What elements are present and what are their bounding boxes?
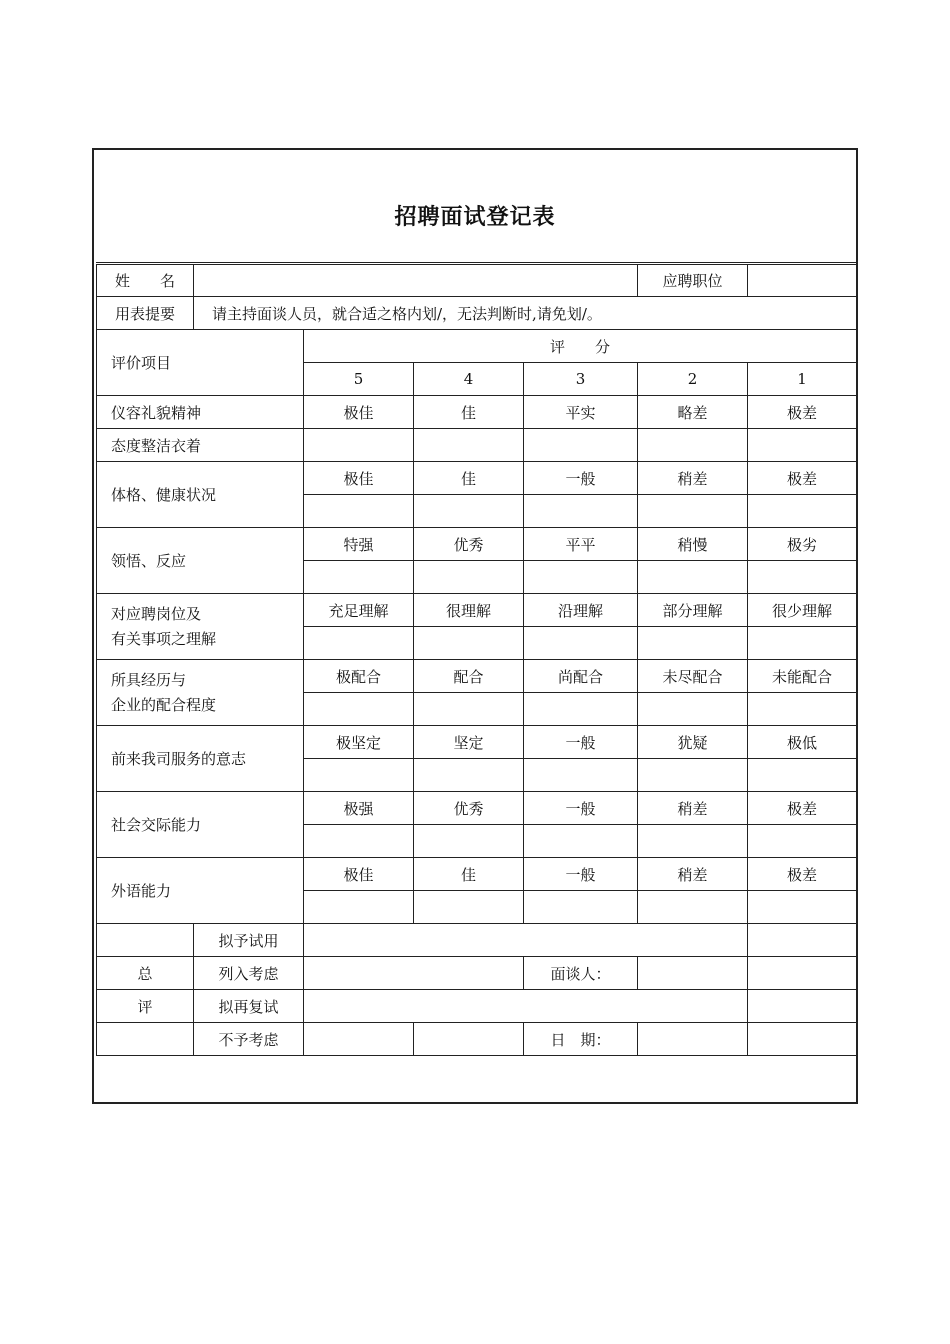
criterion-label: 外语能力 bbox=[97, 858, 304, 924]
date-label: 日 期： bbox=[524, 1023, 638, 1056]
eval-item-header: 评价项目 bbox=[97, 330, 304, 396]
criterion-row bbox=[97, 726, 857, 759]
summary-label: 总 bbox=[97, 957, 194, 990]
rating-cell[interactable] bbox=[414, 825, 524, 858]
grade-label: 平实 bbox=[524, 396, 638, 429]
rating-cell[interactable] bbox=[638, 759, 748, 792]
form-frame bbox=[92, 148, 858, 1104]
instructions-row bbox=[97, 297, 857, 330]
grade-label: 配合 bbox=[414, 660, 524, 693]
grade-label: 佳 bbox=[414, 858, 524, 891]
rating-cell[interactable] bbox=[524, 429, 638, 462]
rating-cell[interactable] bbox=[638, 561, 748, 594]
summary-label-cell bbox=[97, 924, 194, 957]
grade-label: 极坚定 bbox=[304, 726, 414, 759]
criterion-label-line: 对应聘岗位及 bbox=[111, 604, 202, 623]
criterion-label-line: 企业的配合程度 bbox=[111, 695, 217, 714]
position-label: 应聘职位 bbox=[638, 264, 748, 297]
grade-label: 极差 bbox=[748, 462, 857, 495]
rating-cell[interactable] bbox=[304, 495, 414, 528]
grade-label: 平平 bbox=[524, 528, 638, 561]
name-field[interactable] bbox=[194, 264, 638, 297]
rating-cell[interactable] bbox=[414, 693, 524, 726]
criterion-row bbox=[97, 528, 857, 561]
rating-cell[interactable] bbox=[414, 429, 524, 462]
criterion-label: 前来我司服务的意志 bbox=[97, 726, 304, 792]
rating-cell[interactable] bbox=[414, 891, 524, 924]
grade-label: 极强 bbox=[304, 792, 414, 825]
grade-label: 沿理解 bbox=[524, 594, 638, 627]
score-2: 2 bbox=[638, 363, 748, 396]
criterion-row bbox=[97, 660, 857, 693]
rating-cell[interactable] bbox=[638, 825, 748, 858]
grade-label: 未能配合 bbox=[748, 660, 857, 693]
summary-option: 不予考虑 bbox=[194, 1023, 304, 1056]
rating-cell[interactable] bbox=[748, 429, 857, 462]
grade-label: 一般 bbox=[524, 858, 638, 891]
grade-label: 优秀 bbox=[414, 528, 524, 561]
grade-label: 尚配合 bbox=[524, 660, 638, 693]
rating-cell[interactable] bbox=[304, 561, 414, 594]
summary-field[interactable] bbox=[414, 1023, 524, 1056]
summary-label: 评 bbox=[97, 990, 194, 1023]
summary-option: 列入考虑 bbox=[194, 957, 304, 990]
interviewer-label: 面谈人： bbox=[524, 957, 638, 990]
criterion-row bbox=[97, 792, 857, 825]
criterion-label: 社会交际能力 bbox=[97, 792, 304, 858]
grade-label: 稍差 bbox=[638, 858, 748, 891]
score-1: 1 bbox=[748, 363, 857, 396]
rating-cell[interactable] bbox=[524, 891, 638, 924]
summary-option: 拟予试用 bbox=[194, 924, 304, 957]
summary-row bbox=[97, 1023, 857, 1056]
summary-field[interactable] bbox=[304, 957, 524, 990]
score-3: 3 bbox=[524, 363, 638, 396]
criterion-row bbox=[97, 462, 857, 495]
criterion-row bbox=[97, 396, 857, 429]
summary-label-cell bbox=[97, 1023, 194, 1056]
name-row bbox=[97, 264, 857, 297]
rating-cell[interactable] bbox=[748, 825, 857, 858]
summary-row bbox=[97, 990, 857, 1023]
criterion-label bbox=[97, 660, 304, 726]
rating-cell[interactable] bbox=[524, 495, 638, 528]
criterion-label: 领悟、反应 bbox=[97, 528, 304, 594]
interviewer-extra-field[interactable] bbox=[748, 957, 857, 990]
rating-cell[interactable] bbox=[748, 693, 857, 726]
rating-cell[interactable] bbox=[748, 495, 857, 528]
grade-label: 一般 bbox=[524, 792, 638, 825]
summary-field[interactable] bbox=[304, 1023, 414, 1056]
grade-label: 极佳 bbox=[304, 858, 414, 891]
interviewer-field[interactable] bbox=[638, 957, 748, 990]
grade-label: 极差 bbox=[748, 858, 857, 891]
score-header: 评 分 bbox=[304, 330, 857, 363]
summary-field[interactable] bbox=[304, 990, 748, 1023]
rating-cell[interactable] bbox=[304, 825, 414, 858]
grade-label: 一般 bbox=[524, 726, 638, 759]
grade-label: 稍差 bbox=[638, 792, 748, 825]
rating-cell[interactable] bbox=[524, 627, 638, 660]
rating-cell[interactable] bbox=[524, 825, 638, 858]
rating-cell[interactable] bbox=[748, 561, 857, 594]
rating-cell[interactable] bbox=[638, 627, 748, 660]
position-field[interactable] bbox=[748, 264, 857, 297]
criterion-label: 体格、健康状况 bbox=[97, 462, 304, 528]
grade-label: 极差 bbox=[748, 792, 857, 825]
summary-extra-field[interactable] bbox=[748, 924, 857, 957]
grade-label: 犹疑 bbox=[638, 726, 748, 759]
rating-cell[interactable] bbox=[638, 495, 748, 528]
rating-cell[interactable] bbox=[414, 627, 524, 660]
grade-label: 稍慢 bbox=[638, 528, 748, 561]
rating-cell[interactable] bbox=[524, 759, 638, 792]
rating-cell[interactable] bbox=[414, 759, 524, 792]
rating-cell[interactable] bbox=[638, 693, 748, 726]
grade-label: 一般 bbox=[524, 462, 638, 495]
grade-label: 极差 bbox=[748, 396, 857, 429]
grade-label: 极配合 bbox=[304, 660, 414, 693]
instructions-label: 用表提要 bbox=[97, 297, 194, 330]
date-extra-field[interactable] bbox=[748, 1023, 857, 1056]
grade-label: 稍差 bbox=[638, 462, 748, 495]
grade-label: 极佳 bbox=[304, 396, 414, 429]
criterion-label: 仪容礼貌精神 bbox=[97, 396, 304, 429]
name-label: 姓 名 bbox=[97, 264, 194, 297]
summary-row bbox=[97, 957, 857, 990]
grade-label: 佳 bbox=[414, 396, 524, 429]
summary-row bbox=[97, 924, 857, 957]
rating-cell[interactable] bbox=[748, 759, 857, 792]
rating-cell[interactable] bbox=[304, 693, 414, 726]
rating-cell[interactable] bbox=[414, 561, 524, 594]
criterion-row bbox=[97, 429, 857, 462]
rating-cell[interactable] bbox=[748, 891, 857, 924]
score-5: 5 bbox=[304, 363, 414, 396]
form-title: 招聘面试登记表 bbox=[394, 204, 556, 230]
instructions-text: 请主持面谈人员，就合适之格内划/，无法判断时,请免划/。 bbox=[194, 297, 857, 330]
grade-label: 充足理解 bbox=[304, 594, 414, 627]
rating-cell[interactable] bbox=[304, 891, 414, 924]
rating-cell[interactable] bbox=[304, 759, 414, 792]
grade-label: 很少理解 bbox=[748, 594, 857, 627]
criterion-label bbox=[97, 594, 304, 660]
rating-cell[interactable] bbox=[304, 429, 414, 462]
rating-cell[interactable] bbox=[304, 627, 414, 660]
grade-label: 坚定 bbox=[414, 726, 524, 759]
summary-extra-field[interactable] bbox=[748, 990, 857, 1023]
rating-cell[interactable] bbox=[638, 891, 748, 924]
rating-cell[interactable] bbox=[748, 627, 857, 660]
grade-label: 极劣 bbox=[748, 528, 857, 561]
criterion-row bbox=[97, 858, 857, 891]
grade-label: 未尽配合 bbox=[638, 660, 748, 693]
grade-label: 略差 bbox=[638, 396, 748, 429]
criterion-label: 态度整洁衣着 bbox=[97, 429, 304, 462]
criterion-row bbox=[97, 594, 857, 627]
grade-label: 特强 bbox=[304, 528, 414, 561]
score-4: 4 bbox=[414, 363, 524, 396]
rating-cell[interactable] bbox=[414, 495, 524, 528]
summary-option: 拟再复试 bbox=[194, 990, 304, 1023]
criterion-label-line: 所具经历与 bbox=[111, 670, 187, 689]
grade-label: 优秀 bbox=[414, 792, 524, 825]
score-header-row bbox=[97, 330, 857, 363]
grade-label: 佳 bbox=[414, 462, 524, 495]
grade-label: 部分理解 bbox=[638, 594, 748, 627]
criterion-label-line: 有关事项之理解 bbox=[111, 629, 217, 648]
grade-label: 很理解 bbox=[414, 594, 524, 627]
summary-field[interactable] bbox=[304, 924, 748, 957]
grade-label: 极低 bbox=[748, 726, 857, 759]
grade-label: 极佳 bbox=[304, 462, 414, 495]
date-field[interactable] bbox=[638, 1023, 748, 1056]
interview-table bbox=[96, 262, 857, 1056]
rating-cell[interactable] bbox=[524, 561, 638, 594]
rating-cell[interactable] bbox=[524, 693, 638, 726]
rating-cell[interactable] bbox=[638, 429, 748, 462]
